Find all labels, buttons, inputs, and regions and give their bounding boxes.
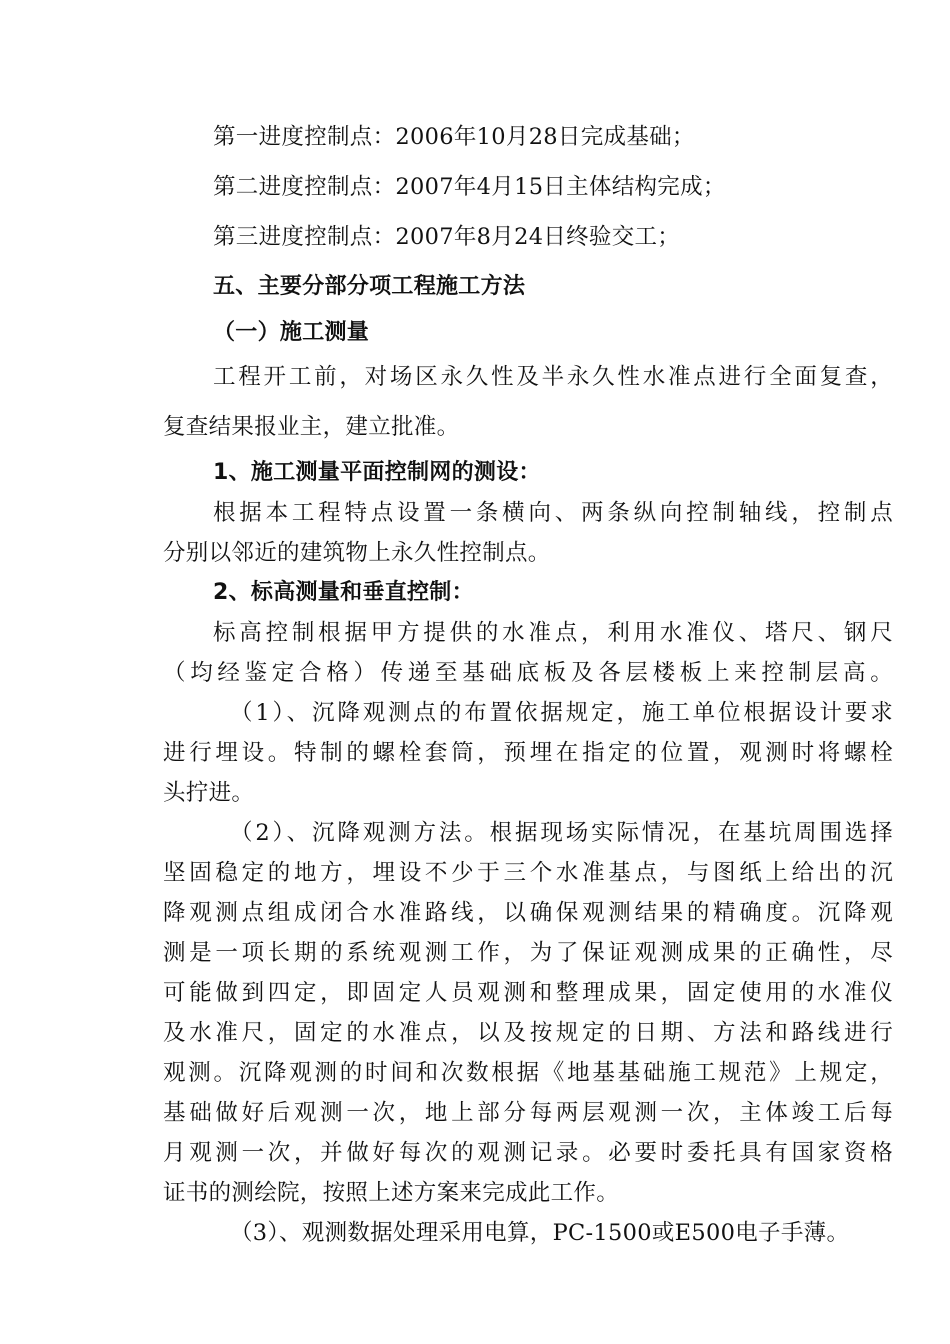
milestone-2: 第二进度控制点：2007年4月15日主体结构完成；	[213, 174, 726, 200]
sub1-line-1: （1）、沉降观测点的布置依据规定，施工单位根据设计要求	[230, 700, 893, 726]
item1-line-2: 分别以邻近的建筑物上永久性控制点。	[163, 540, 551, 566]
item2-line-2: （均经鉴定合格）传递至基础底板及各层楼板上来控制层高。	[163, 660, 893, 686]
item2-line-1: 标高控制根据甲方提供的水准点，利用水准仪、塔尺、钢尺	[213, 620, 893, 646]
subsection-heading: （一）施工测量	[213, 320, 370, 345]
sub2-line-9: 月观测一次，并做好每次的观测记录。必要时委托具有国家资格	[163, 1140, 893, 1166]
sub2-line-6: 及水准尺，固定的水准点，以及按规定的日期、方法和路线进行	[163, 1020, 893, 1046]
item1-heading: 1、施工测量平面控制网的测设：	[213, 460, 541, 485]
intro-line-1: 工程开工前，对场区永久性及半永久性水准点进行全面复查，	[213, 364, 893, 390]
milestone-1: 第一进度控制点：2006年10月28日完成基础；	[213, 124, 695, 150]
sub2-line-4: 测是一项长期的系统观测工作，为了保证观测成果的正确性，尽	[163, 940, 893, 966]
sub2-line-1: （2）、沉降观测方法。根据现场实际情况，在基坑周围选择	[230, 820, 893, 846]
sub1-line-3: 头拧进。	[163, 780, 255, 806]
item2-heading: 2、标高测量和垂直控制：	[213, 580, 474, 605]
sub2-line-5: 可能做到四定，即固定人员观测和整理成果，固定使用的水准仪	[163, 980, 893, 1006]
item1-line-1: 根据本工程特点设置一条横向、两条纵向控制轴线，控制点	[213, 500, 893, 526]
sub3-line-1: （3）、观测数据处理采用电算，PC-1500或E500电子手薄。	[230, 1220, 850, 1246]
intro-line-2: 复查结果报业主，建立批准。	[163, 414, 460, 440]
sub1-line-2: 进行埋设。特制的螺栓套筒，预埋在指定的位置，观测时将螺栓	[163, 740, 893, 766]
milestone-3: 第三进度控制点：2007年8月24日终验交工；	[213, 224, 681, 250]
sub2-line-8: 基础做好后观测一次，地上部分每两层观测一次，主体竣工后每	[163, 1100, 893, 1126]
sub2-line-2: 坚固稳定的地方，埋设不少于三个水准基点，与图纸上给出的沉	[163, 860, 893, 886]
sub2-line-10: 证书的测绘院，按照上述方案来完成此工作。	[163, 1180, 620, 1206]
section-heading: 五、主要分部分项工程施工方法	[213, 274, 526, 299]
sub2-line-3: 降观测点组成闭合水准路线，以确保观测结果的精确度。沉降观	[163, 900, 893, 926]
sub2-line-7: 观测。沉降观测的时间和次数根据《地基基础施工规范》上规定，	[163, 1060, 893, 1086]
